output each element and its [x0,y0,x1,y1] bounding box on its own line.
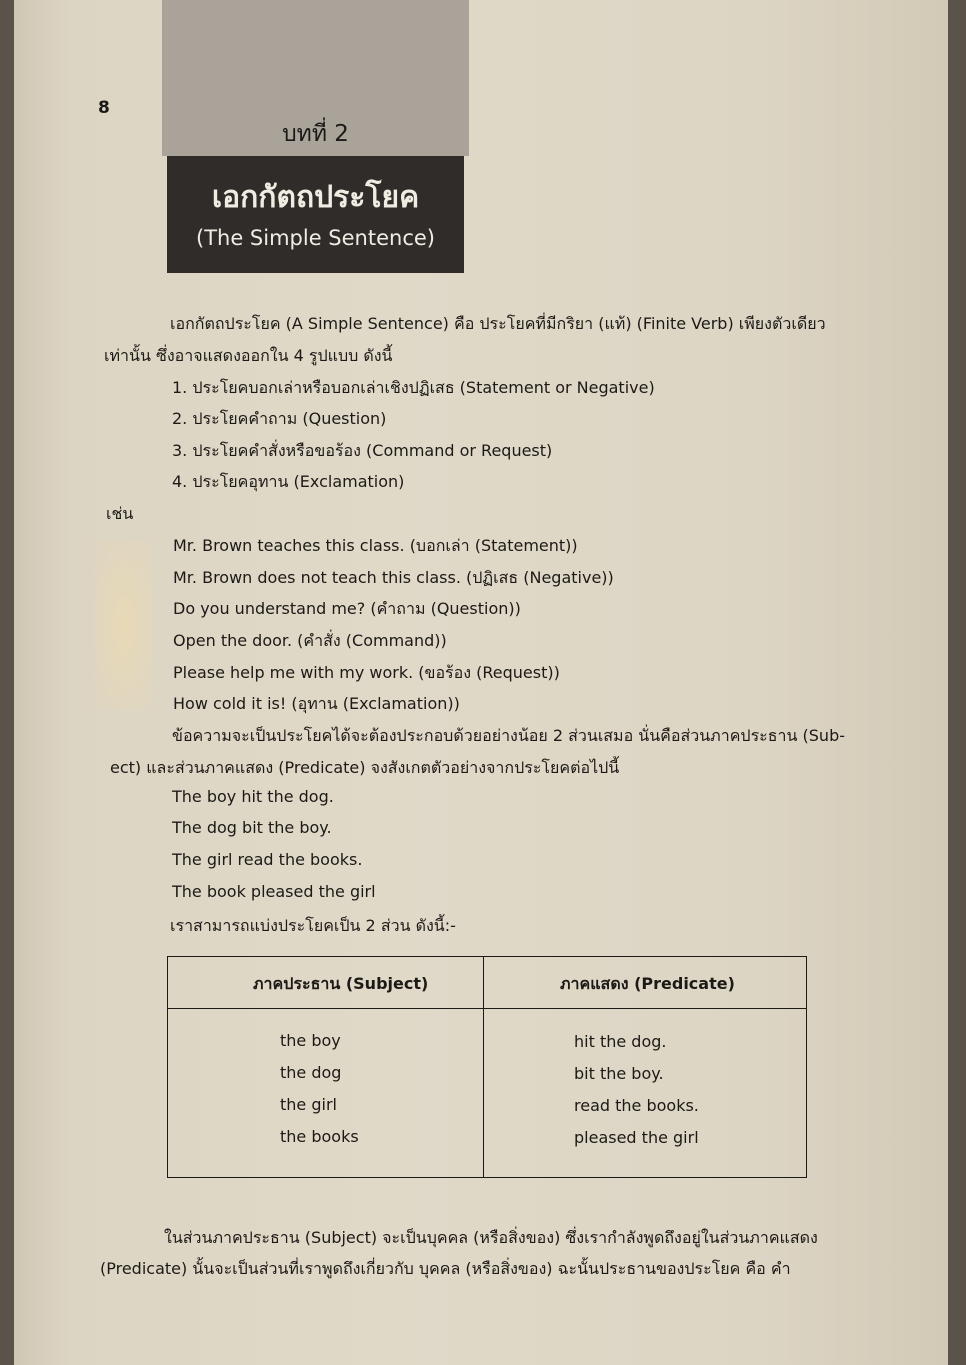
form-item: 3. ประโยคคำสั่งหรือขอร้อง (Command or Request) [172,441,553,460]
example-sentence: How cold it is! (อุทาน (Exclamation)) [173,694,460,713]
page-stain [94,540,154,710]
divide-line: เราสามารถแบ่งประโยคเป็น 2 ส่วน ดังนี้:- [170,916,456,935]
sample-sentence: The boy hit the dog. [172,787,334,806]
example-sentence: Do you understand me? (คำถาม (Question)) [173,599,521,618]
form-item: 4. ประโยคอุทาน (Exclamation) [172,472,405,491]
form-item: 2. ประโยคคำถาม (Question) [172,409,387,428]
sample-sentence: The girl read the books. [172,850,363,869]
paragraph-line: ข้อความจะเป็นประโยคได้จะต้องประกอบด้วยอย่างน้อย 2 ส่วนเสมอ นั่นคือส่วนภาคประธาน (Sub- [172,726,845,745]
paragraph-line: ect) และส่วนภาคแสดง (Predicate) จงสังเกตตัวอย่างจากประโยคต่อไปนี้ [110,758,620,777]
chapter-title-box [167,156,464,273]
example-sentence: Mr. Brown teaches this class. (บอกเล่า (Statement)) [173,536,578,555]
paragraph-line: ในส่วนภาคประธาน (Subject) จะเป็นบุคคล (หรือสิ่งของ) ซึ่งเรากำลังพูดถึงอยู่ในส่วนภาคแสดง [164,1228,818,1247]
book-page [14,0,948,1365]
example-sentence: Please help me with my work. (ขอร้อง (Request)) [173,663,560,682]
examples-label: เช่น [106,504,134,523]
predicate-cell: read the books. [574,1096,699,1115]
subject-cell: the girl [280,1095,337,1114]
example-sentence: Open the door. (คำสั่ง (Command)) [173,631,447,650]
form-item: 1. ประโยคบอกเล่าหรือบอกเล่าเชิงปฏิเสธ (Statement or Negative) [172,378,655,397]
sample-sentence: The dog bit the boy. [172,818,332,837]
predicate-cell: bit the boy. [574,1064,664,1083]
paragraph-line: (Predicate) นั้นจะเป็นส่วนที่เราพูดถึงเกี่ยวกับ บุคคล (หรือสิ่งของ) ฉะนั้นประธานของประโยค คือ คำ [100,1259,791,1278]
page-number: 8 [98,98,110,118]
subject-header: ภาคประธาน (Subject) [253,974,429,993]
table-divider-vertical [483,957,484,1177]
example-sentence: Mr. Brown does not teach this class. (ปฏิเสธ (Negative)) [173,568,614,587]
intro-line: เอกกัตถประโยค (A Simple Sentence) คือ ประโยคที่มีกริยา (แท้) (Finite Verb) เพียงตัวเดียว [170,314,826,333]
chapter-title-thai: เอกกัตถประโยค [211,180,420,215]
predicate-header: ภาคแสดง (Predicate) [560,974,735,993]
subject-cell: the dog [280,1063,342,1082]
subject-predicate-table [167,956,807,1178]
predicate-cell: pleased the girl [574,1128,699,1147]
table-divider-horizontal [168,1008,806,1009]
chapter-title-english: (The Simple Sentence) [196,226,435,250]
chapter-label: บทที่ 2 [282,121,349,147]
subject-cell: the books [280,1127,359,1146]
subject-cell: the boy [280,1031,341,1050]
intro-line: เท่านั้น ซึ่งอาจแสดงออกใน 4 รูปแบบ ดังนี้ [104,346,393,365]
sample-sentence: The book pleased the girl [172,882,376,901]
predicate-cell: hit the dog. [574,1032,667,1051]
